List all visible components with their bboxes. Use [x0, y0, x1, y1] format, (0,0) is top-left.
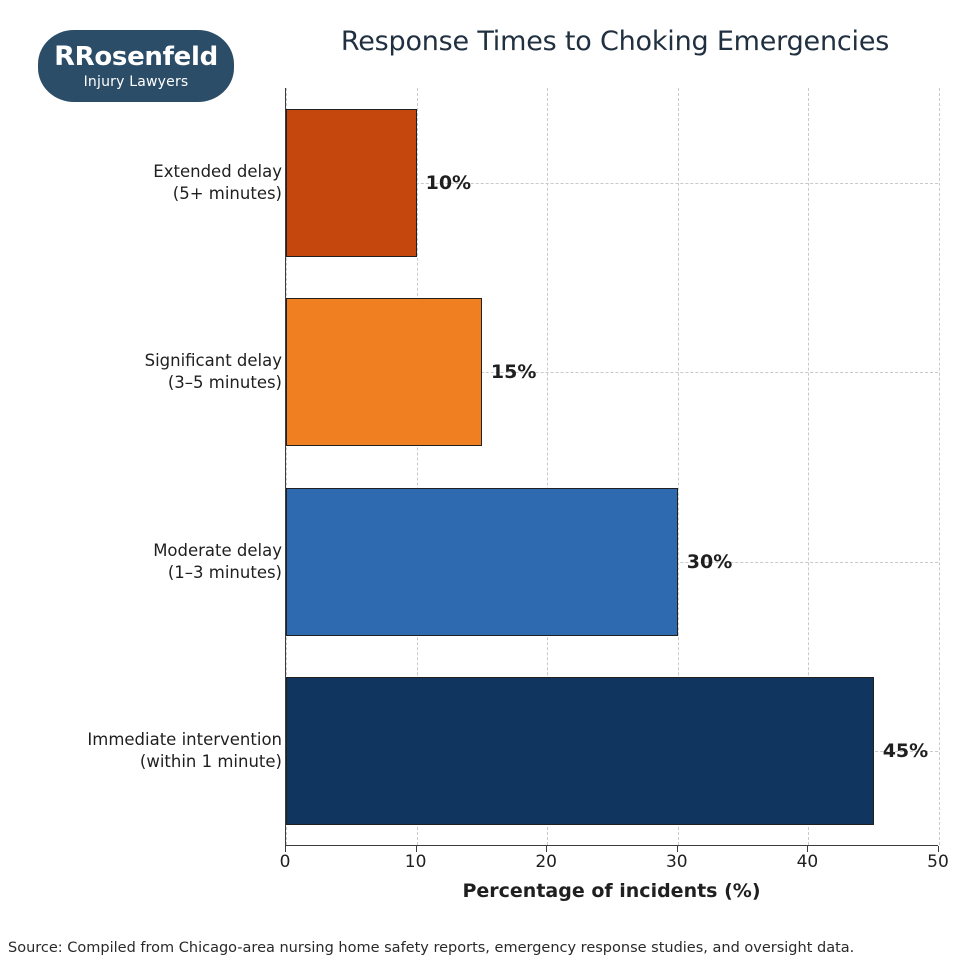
category-label-line: Significant delay: [144, 351, 282, 371]
bar: [286, 488, 678, 636]
x-tick-label: 30: [665, 852, 688, 872]
x-tick-label: 50: [927, 852, 949, 872]
x-tick-label: 0: [279, 852, 291, 872]
category-label-line: Extended delay: [153, 161, 282, 181]
x-tick-label: 20: [535, 852, 558, 872]
category-label-line: Immediate intervention: [87, 730, 282, 750]
bar: [286, 298, 482, 446]
chart-title: Response Times to Choking Emergencies: [340, 26, 890, 57]
x-tick-label: 40: [796, 852, 819, 872]
source-note: Source: Compiled from Chicago-area nursing home safety reports, emergency response studies, and oversight data.: [8, 940, 855, 956]
bar-value-label: 45%: [882, 740, 929, 763]
logo-name: Rosenfeld: [74, 42, 218, 72]
logo-tagline: Injury Lawyers: [83, 74, 189, 90]
y-category-label: [22, 729, 282, 773]
logo-r-mark: R: [54, 41, 75, 72]
bar: [286, 109, 417, 257]
category-label-line: (3–5 minutes): [167, 373, 282, 393]
bar-value-label: 15%: [490, 361, 537, 384]
x-axis-label: Percentage of incidents (%): [462, 880, 761, 902]
y-category-label: [22, 161, 282, 205]
category-label-line: (within 1 minute): [139, 752, 282, 772]
category-label-line: (5+ minutes): [172, 183, 282, 203]
y-category-label: [22, 350, 282, 394]
y-category-label: [22, 540, 282, 584]
bar-value-label: 10%: [425, 171, 472, 194]
plot-area: [285, 88, 938, 846]
category-label-line: Moderate delay: [153, 540, 282, 560]
x-gridline: [939, 88, 940, 845]
bar-value-label: 30%: [686, 550, 733, 573]
x-tick-label: 10: [404, 852, 427, 872]
bar: [286, 677, 874, 825]
category-label-line: (1–3 minutes): [167, 562, 282, 582]
